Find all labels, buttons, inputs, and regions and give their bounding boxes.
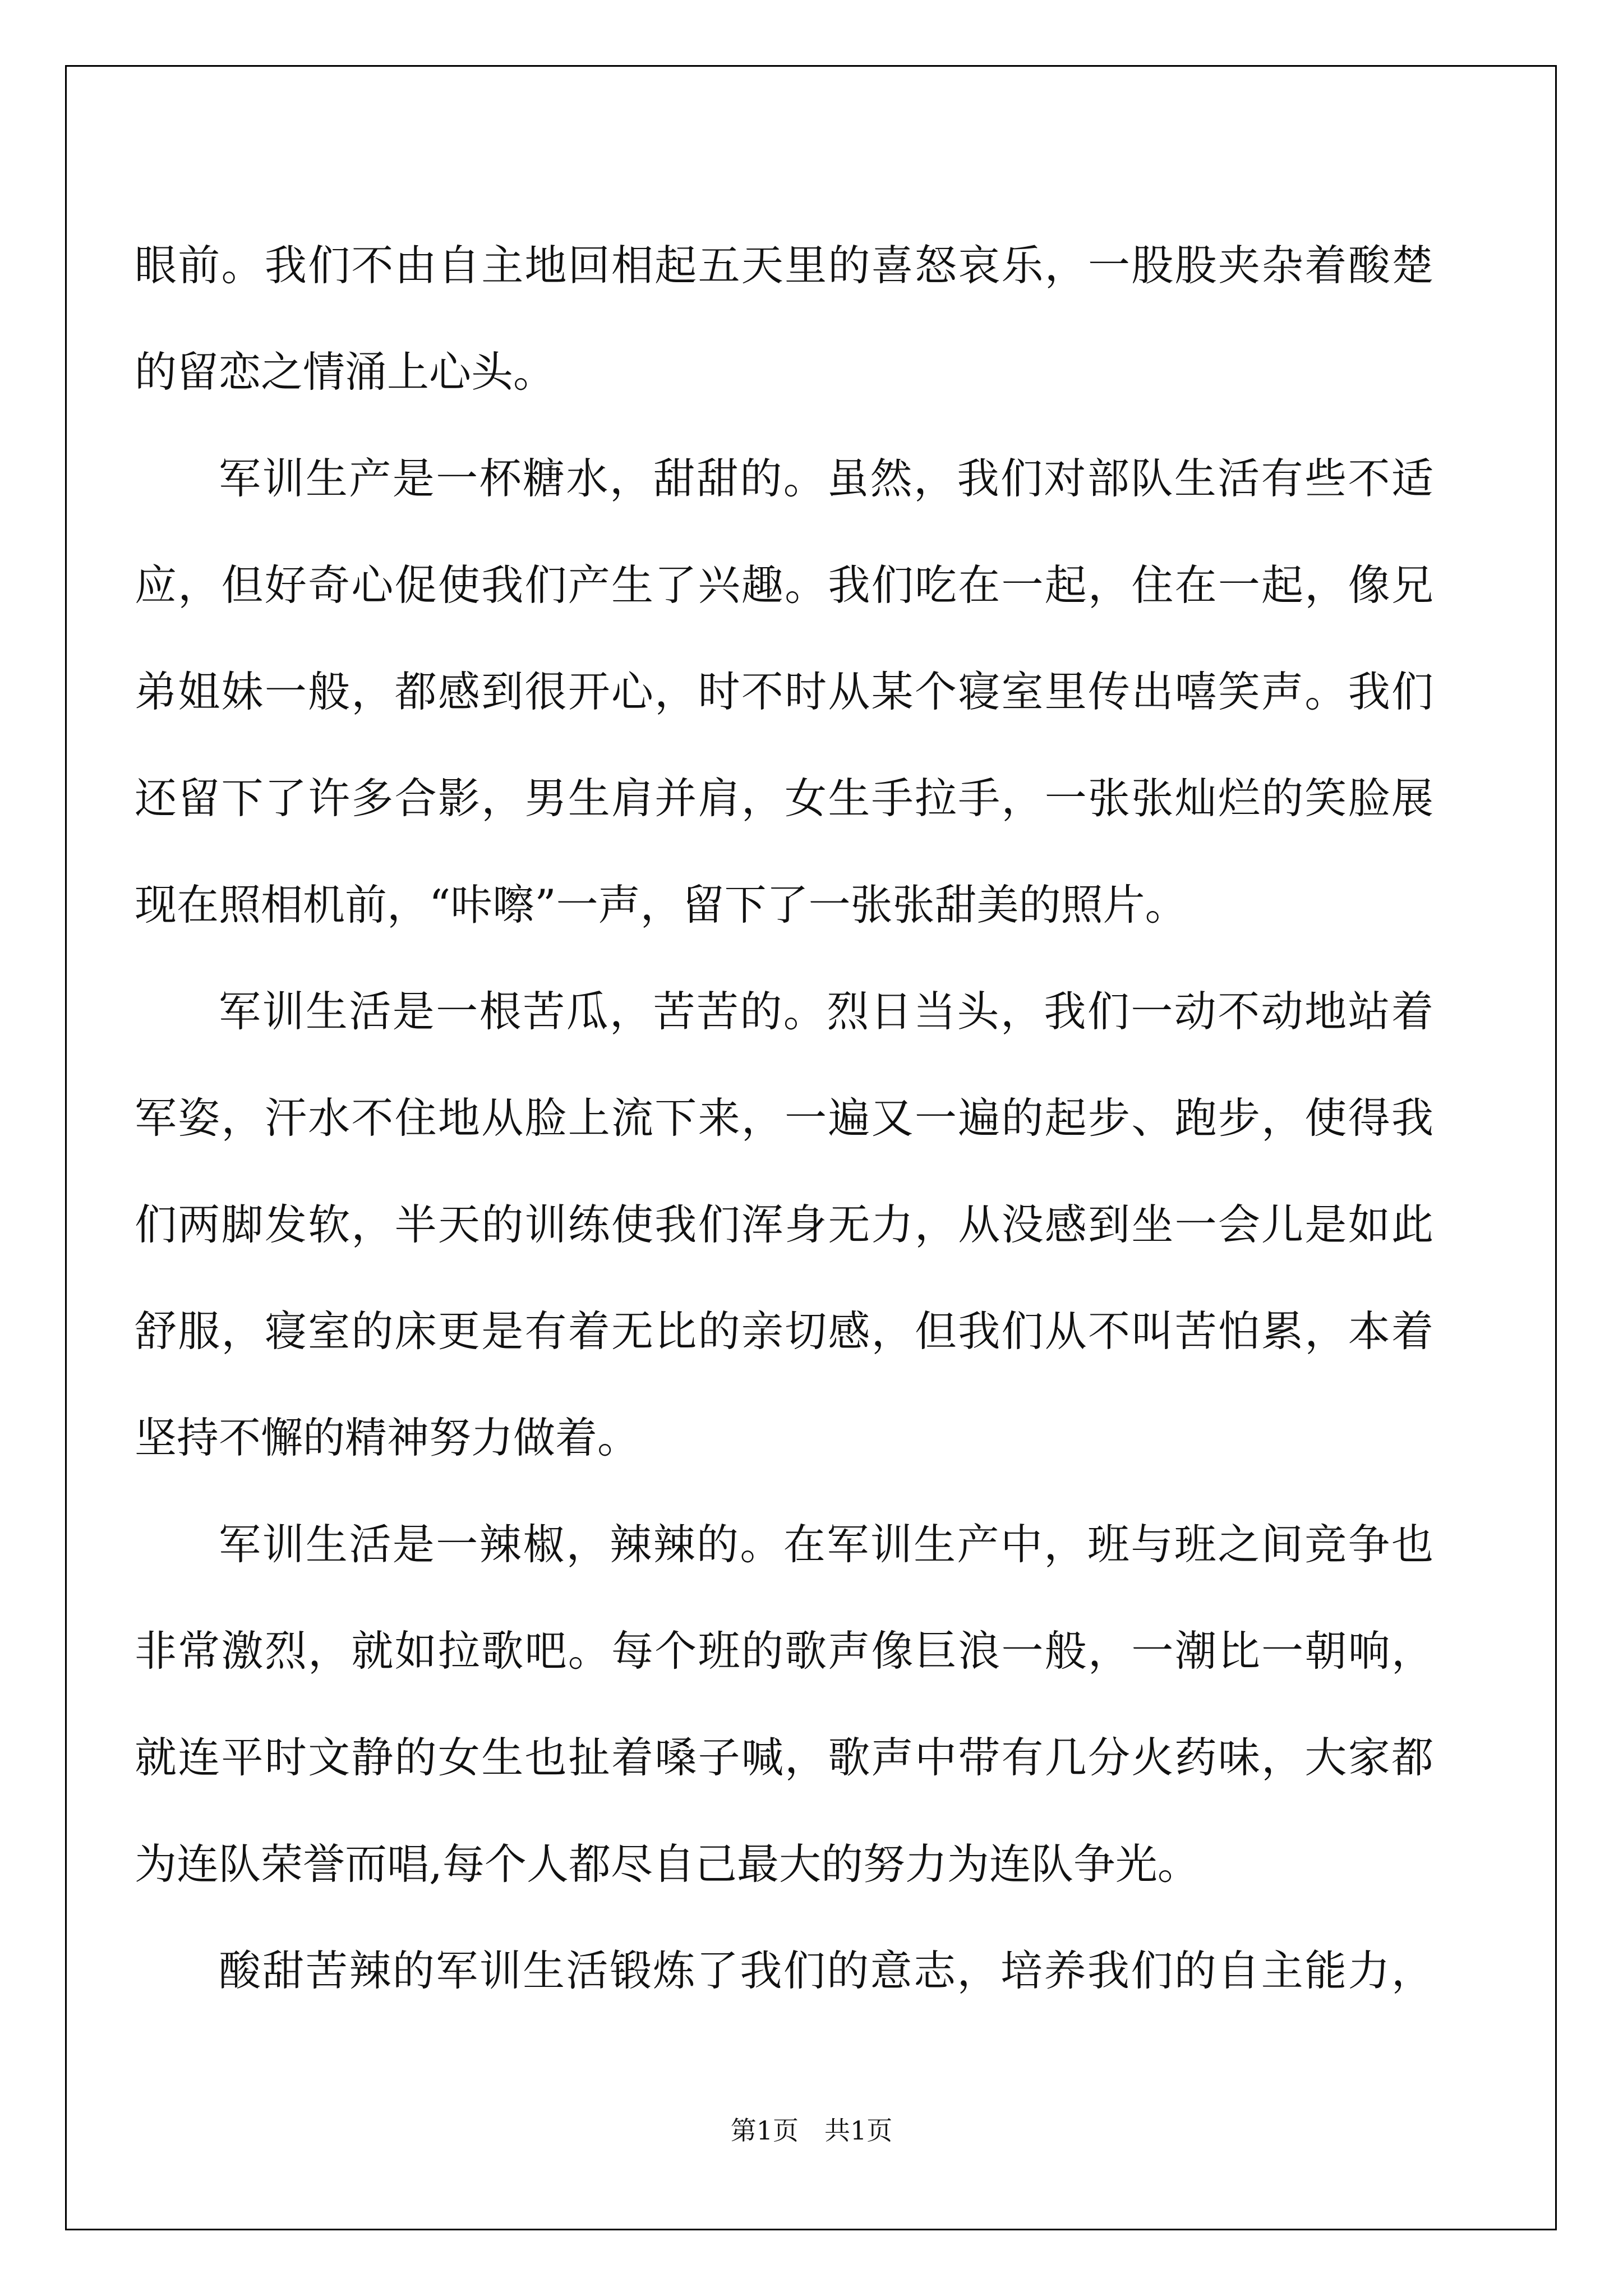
text-line: 坚持不懈的精神努力做着。 (135, 1413, 640, 1462)
text-line: 们两脚发软，半天的训练使我们浑身无力，从没感到坐一会儿是如此 (135, 1200, 1433, 1249)
text-line: 为连队荣誉而唱,每个人都尽自己最大的努力为连队争光。 (135, 1839, 1200, 1889)
text-line: 舒服，寝室的床更是有着无比的亲切感，但我们从不叫苦怕累，本着 (135, 1306, 1433, 1356)
document-body (135, 212, 1433, 2024)
text-line: 非常激烈，就如拉歌吧。每个班的歌声像巨浪一般，一潮比一朝响， (135, 1626, 1433, 1676)
paragraph-5 (135, 1917, 1433, 2024)
paragraph-2 (135, 425, 1433, 958)
paragraph-3 (135, 958, 1433, 1491)
page-footer: 第1页 共1页 (730, 2115, 893, 2146)
paragraph-4 (135, 1491, 1433, 1917)
text-line: 就连平时文静的女生也扯着嗓子喊，歌声中带有几分火药味，大家都 (135, 1733, 1433, 1782)
text-line: 军训生产是一杯糖水，甜甜的。虽然，我们对部队生活有些不适 (219, 454, 1433, 503)
text-line: 眼前。我们不由自主地回相起五天里的喜怒哀乐，一股股夹杂着酸楚 (135, 241, 1433, 290)
text-line: 军训生活是一辣椒，辣辣的。在军训生产中，班与班之间竞争也 (219, 1520, 1433, 1569)
text-line: 弟姐妹一般，都感到很开心，时不时从某个寝室里传出嘻笑声。我们 (135, 667, 1433, 716)
paragraph-1 (135, 212, 1433, 425)
text-line: 还留下了许多合影，男生肩并肩，女生手拉手，一张张灿烂的笑脸展 (135, 774, 1433, 823)
text-line: 现在照相机前，“咔嚓”一声，留下了一张张甜美的照片。 (135, 880, 1187, 930)
text-line: 应，但好奇心促使我们产生了兴趣。我们吃在一起，住在一起，像兄 (135, 560, 1433, 610)
text-line: 的留恋之情涌上心头。 (135, 347, 556, 397)
text-line: 酸甜苦辣的军训生活锻炼了我们的意志，培养我们的自主能力， (219, 1946, 1433, 1995)
text-line: 军姿，汗水不住地从脸上流下来，一遍又一遍的起步、跑步，使得我 (135, 1093, 1433, 1143)
text-line: 军训生活是一根苦瓜，苦苦的。烈日当头，我们一动不动地站着 (219, 987, 1433, 1036)
